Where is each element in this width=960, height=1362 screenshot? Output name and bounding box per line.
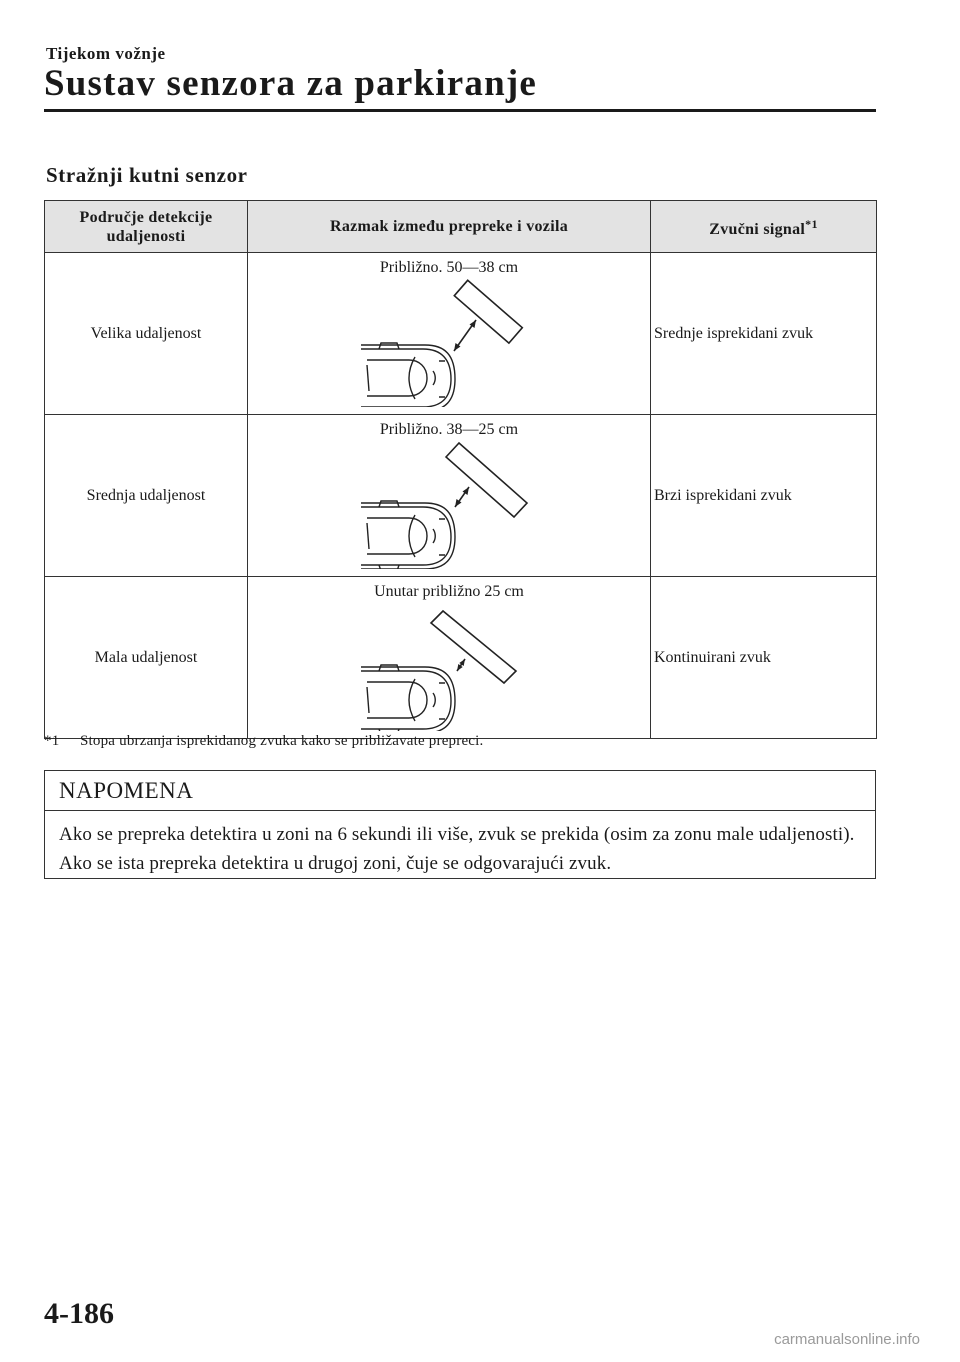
- car-obstacle-diagram: [349, 601, 549, 731]
- header-signal: [651, 201, 877, 253]
- header-signal-label: Zvučni signal: [709, 220, 806, 238]
- car-top-view: [361, 501, 455, 569]
- footnote-mark: *1: [44, 733, 60, 749]
- title-rule: [44, 109, 876, 112]
- subsection-title: Stražnji kutni senzor: [46, 163, 248, 187]
- distance-label: Približno. 38—25 cm: [379, 421, 519, 438]
- footnote-reference: *1: [805, 216, 818, 231]
- distance-cell: [248, 415, 651, 577]
- obstacle-bar: [446, 443, 527, 517]
- zone-cell: Velika udaljenost: [45, 253, 248, 415]
- car-obstacle-diagram: [349, 277, 549, 407]
- signal-cell: Brzi isprekidani zvuk: [651, 415, 877, 577]
- table-row: [45, 415, 877, 577]
- header-zone: [45, 201, 248, 253]
- header-zone-line1: Područje detekcije: [79, 208, 213, 226]
- zone-cell: Mala udaljenost: [45, 577, 248, 739]
- header-distance: Razmak između prepreke i vozila: [248, 201, 651, 253]
- note-body: Ako se prepreka detektira u zoni na 6 sekundi ili više, zvuk se prekida (osim za zonu male udaljenosti). Ako se ista prepreka detektira u drugoj zoni, čuje se odgovarajući zvuk.: [59, 824, 855, 874]
- signal-cell: Srednje isprekidani zvuk: [651, 253, 877, 415]
- footnote-text: Stopa ubrzanja isprekidanog zvuka kako se približavate prepreci.: [80, 733, 484, 749]
- car-top-view: [361, 343, 455, 407]
- distance-cell: [248, 253, 651, 415]
- footnote: [44, 733, 483, 750]
- sensor-table: [44, 200, 877, 739]
- watermark: carmanualsonline.info: [774, 1331, 920, 1348]
- page-title: Sustav senzora za parkiranje: [44, 63, 537, 104]
- car-obstacle-diagram: [349, 439, 549, 569]
- zone-cell: Srednja udaljenost: [45, 415, 248, 577]
- car-top-view: [361, 665, 455, 731]
- note-box: [44, 770, 876, 879]
- obstacle-bar: [454, 280, 522, 343]
- section-label: Tijekom vožnje: [46, 44, 166, 63]
- distance-label: Približno. 50—38 cm: [379, 259, 519, 276]
- distance-cell: [248, 577, 651, 739]
- signal-cell: Kontinuirani zvuk: [651, 577, 877, 739]
- note-heading: NAPOMENA: [45, 771, 875, 811]
- distance-label: Unutar približno 25 cm: [374, 583, 524, 600]
- header-zone-line2: udaljenosti: [106, 227, 186, 245]
- page-number: 4-186: [44, 1297, 114, 1330]
- table-row: [45, 577, 877, 739]
- table-row: [45, 253, 877, 415]
- table-header-row: [45, 201, 877, 253]
